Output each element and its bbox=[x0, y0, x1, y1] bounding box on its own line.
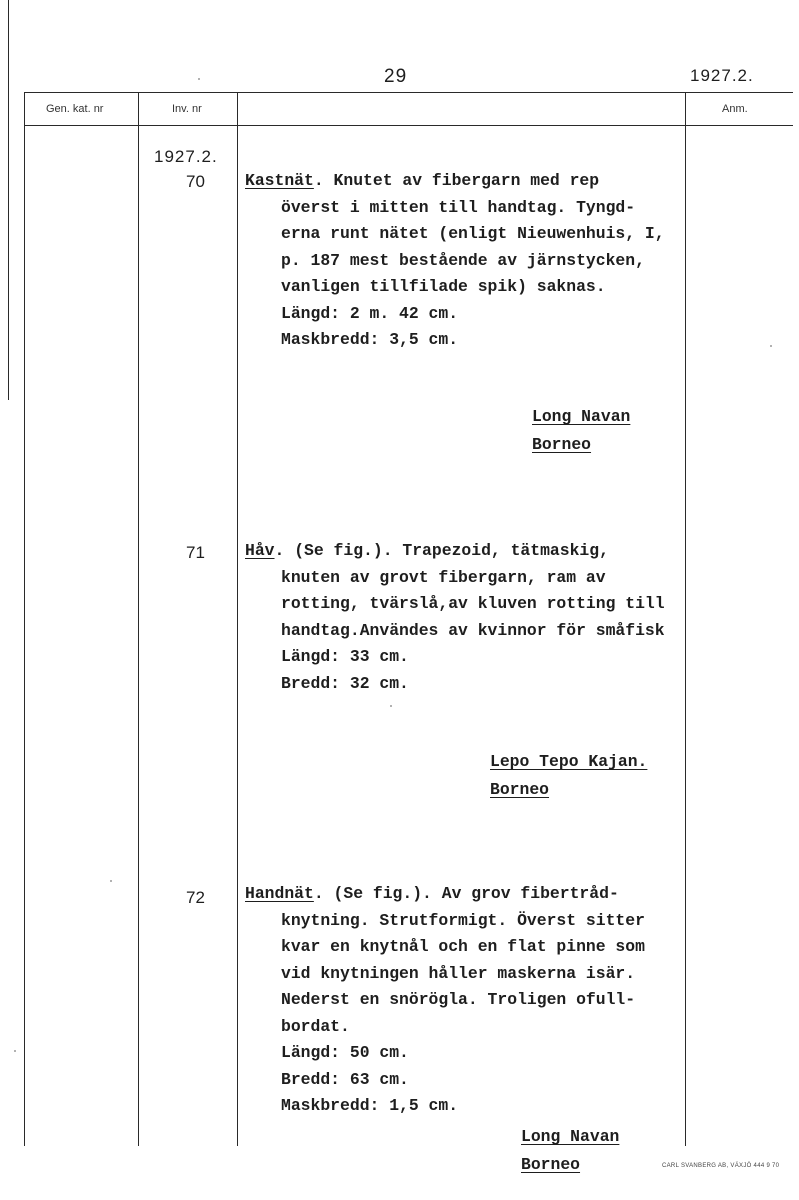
header-rule-top bbox=[24, 92, 793, 93]
scan-speck bbox=[198, 78, 200, 80]
entry-72 bbox=[245, 881, 645, 1120]
scan-speck bbox=[770, 345, 772, 347]
printer-imprint: CARL SVANBERG AB, VÄXJÖ 444 9 70 bbox=[662, 1163, 780, 1169]
column-header-gen-kat: Gen. kat. nr bbox=[46, 103, 104, 115]
entry-text: . (Se fig.). Trapezoid, tätmaskig, bbox=[274, 541, 609, 560]
inv-number: 72 bbox=[186, 888, 205, 907]
entry-line: knytning. Strutformigt. Överst sitter bbox=[281, 910, 645, 930]
year-header: 1927.2. bbox=[690, 66, 754, 85]
entry-text: . Knutet av fibergarn med rep bbox=[313, 171, 600, 190]
location-place: Lepo Tepo Kajan. bbox=[490, 752, 648, 771]
margin-rule bbox=[8, 0, 9, 400]
entry-location bbox=[521, 1123, 619, 1179]
entry-line: handtag.Användes av kvinnor för småfisk bbox=[281, 620, 665, 640]
entry-line: erna runt nätet (enligt Nieuwenhuis, I, bbox=[281, 224, 665, 243]
entry-location bbox=[532, 403, 630, 459]
entry-line: bordat. bbox=[281, 1016, 350, 1036]
entry-line: Längd: 50 cm. bbox=[281, 1043, 409, 1062]
location-region: Borneo bbox=[532, 435, 592, 454]
inv-number: 70 bbox=[186, 172, 205, 191]
entry-location bbox=[490, 748, 647, 804]
header-rule-bottom bbox=[24, 125, 793, 126]
entry-line: rotting, tvärslå,av kluven rotting till bbox=[281, 594, 665, 613]
scan-speck bbox=[14, 1050, 16, 1052]
entry-text: . (Se fig.). Av grov fibertråd- bbox=[313, 884, 619, 903]
entry-title: Håv bbox=[245, 541, 275, 560]
entry-line: vid knytningen håller maskerna isär. bbox=[281, 963, 636, 983]
entry-line: kvar en knytnål och en flat pinne som bbox=[281, 937, 645, 956]
entry-first-line bbox=[245, 168, 665, 195]
scan-speck bbox=[390, 705, 392, 707]
entry-line: Längd: 2 m. 42 cm. bbox=[281, 303, 459, 323]
location-place: Long Navan bbox=[521, 1127, 620, 1146]
entry-line: Bredd: 63 cm. bbox=[281, 1069, 409, 1089]
entry-line: Bredd: 32 cm. bbox=[281, 673, 409, 693]
scan-speck bbox=[110, 880, 112, 882]
entry-title: Kastnät bbox=[245, 171, 314, 190]
entry-line: överst i mitten till handtag. Tyngd- bbox=[281, 197, 636, 217]
entry-line: Nederst en snörögla. Troligen ofull- bbox=[281, 990, 636, 1009]
entry-line: Maskbredd: 3,5 cm. bbox=[281, 330, 459, 349]
location-region: Borneo bbox=[521, 1155, 581, 1174]
entry-first-line bbox=[245, 881, 645, 908]
entry-first-line bbox=[245, 538, 665, 565]
entry-line: p. 187 mest bestående av järnstycken, bbox=[281, 250, 645, 270]
page-number: 29 bbox=[384, 66, 408, 87]
entry-line: Längd: 33 cm. bbox=[281, 647, 409, 666]
column-rule-1 bbox=[24, 92, 25, 1146]
inv-number: 71 bbox=[186, 543, 205, 562]
column-rule-2 bbox=[138, 92, 139, 1146]
column-rule-3 bbox=[237, 92, 238, 1146]
location-region: Borneo bbox=[490, 780, 550, 799]
entry-line: Maskbredd: 1,5 cm. bbox=[281, 1096, 459, 1115]
inv-year: 1927.2. bbox=[154, 147, 218, 166]
entry-line: knuten av grovt fibergarn, ram av bbox=[281, 567, 606, 587]
entry-line: vanligen tillfilade spik) saknas. bbox=[281, 277, 606, 296]
entry-title: Handnät bbox=[245, 884, 314, 903]
location-place: Long Navan bbox=[532, 407, 631, 426]
entry-71 bbox=[245, 538, 665, 697]
column-header-inv: Inv. nr bbox=[172, 103, 202, 115]
entry-70 bbox=[245, 168, 665, 354]
column-header-anm: Anm. bbox=[722, 103, 748, 115]
column-rule-4 bbox=[685, 92, 686, 1146]
